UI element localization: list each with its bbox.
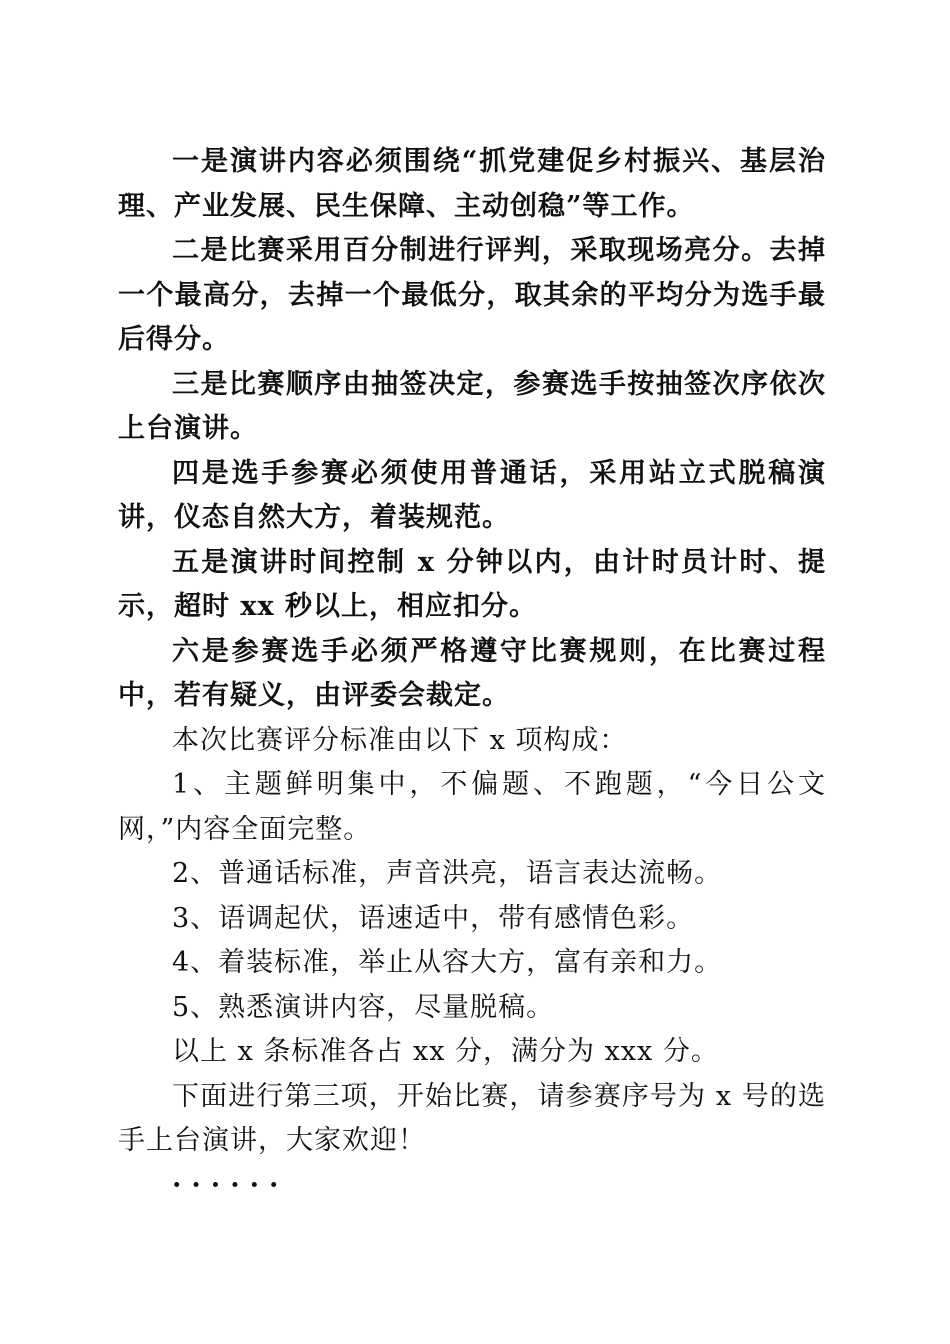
paragraph-criteria-intro: 本次比赛评分标准由以下 x 项构成： [172, 724, 628, 756]
paragraph-rule-5: 五是演讲时间控制 x 分钟以内，由计时员计时、提示，超时 xx 秒以上，相应扣分。 [118, 546, 826, 622]
paragraph-rule-4: 四是选手参赛必须使用普通话，采用站立式脱稿演讲，仪态自然大方，着装规范。 [118, 457, 826, 533]
paragraph-score-summary: 以上 x 条标准各占 xx 分，满分为 xxx 分。 [172, 1036, 719, 1067]
document-body [118, 140, 826, 1208]
paragraph-rule-1: 一是演讲内容必须围绕“抓党建促乡村振兴、基层治理、产业发展、民生保障、主动创稳”等工作。 [118, 146, 826, 222]
paragraph-rule-3: 三是比赛顺序由抽签决定，参赛选手按抽签次序依次上台演讲。 [118, 368, 826, 444]
paragraph-next-item: 下面进行第三项，开始比赛，请参赛序号为 x 号的选手上台演讲，大家欢迎！ [118, 1080, 826, 1156]
paragraph-rule-2: 二是比赛采用百分制进行评判，采取现场亮分。去掉一个最高分，去掉一个最低分，取其余的平均分为选手最后得分。 [118, 235, 826, 355]
paragraph-rule-6: 六是参赛选手必须严格遵守比赛规则，在比赛过程中，若有疑义，由评委会裁定。 [118, 635, 826, 711]
paragraph-criterion-4: 4、着装标准，举止从容大方，富有亲和力。 [172, 947, 723, 978]
paragraph-criterion-3: 3、语调起伏，语速适中，带有感情色彩。 [172, 902, 695, 934]
paragraph-criterion-1: 1、主题鲜明集中，不偏题、不跑题，“今日公文网，”内容全面完整。 [118, 769, 826, 845]
ellipsis-dots: ······ [172, 1169, 289, 1201]
paragraph-criterion-2: 2、普通话标准，声音洪亮，语言表达流畅。 [172, 858, 723, 889]
paragraph-criterion-5: 5、熟悉演讲内容，尽量脱稿。 [172, 991, 555, 1023]
